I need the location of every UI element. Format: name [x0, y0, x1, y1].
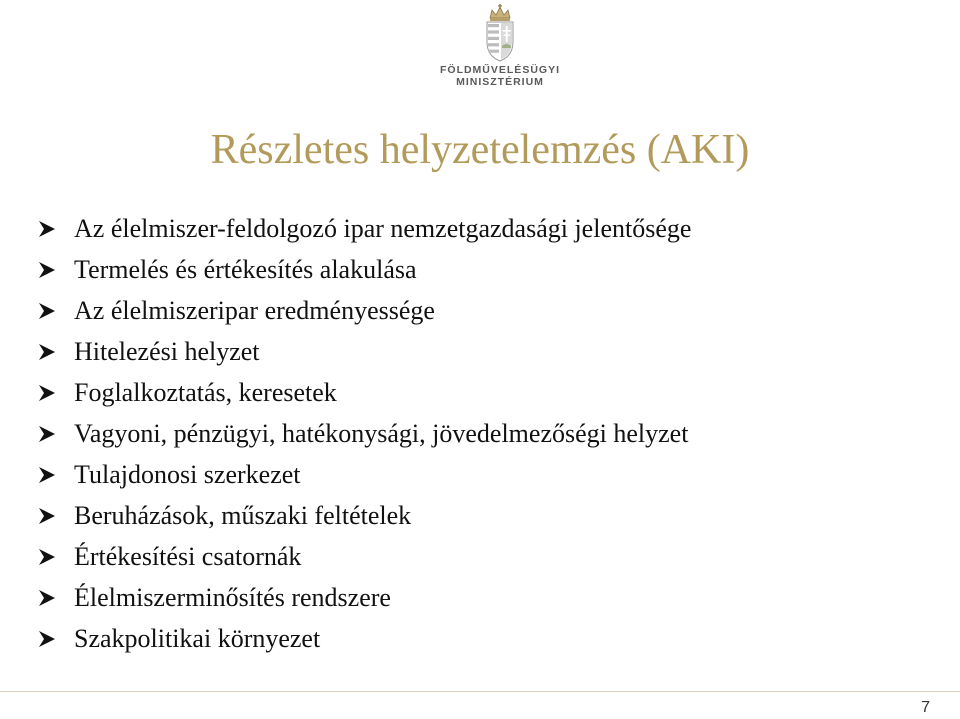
- arrowhead-bullet-icon: [38, 548, 56, 566]
- list-item: [38, 618, 691, 659]
- arrowhead-bullet-icon: [38, 630, 56, 648]
- list-item: [38, 372, 691, 413]
- arrowhead-bullet-icon: [38, 343, 56, 361]
- arrowhead-bullet-icon: [38, 507, 56, 525]
- arrowhead-bullet-icon: [38, 589, 56, 607]
- list-item-text: Élelmiszerminősítés rendszere: [74, 583, 391, 612]
- list-item-text: Értékesítési csatornák: [74, 542, 302, 571]
- list-item-text: Beruházások, műszaki feltételek: [74, 501, 412, 530]
- list-item: [38, 413, 691, 454]
- footer-divider: [0, 691, 960, 692]
- list-item: [38, 249, 691, 290]
- list-item: [38, 536, 691, 577]
- list-item: [38, 454, 691, 495]
- list-item: [38, 331, 691, 372]
- list-item-text: Az élelmiszer-feldolgozó ipar nemzetgazdasági jelentősége: [74, 214, 692, 243]
- list-item-text: Szakpolitikai környezet: [74, 624, 321, 653]
- page-number: 7: [921, 699, 930, 716]
- list-item-text: Vagyoni, pénzügyi, hatékonysági, jövedelmezőségi helyzet: [74, 419, 689, 448]
- arrowhead-bullet-icon: [38, 302, 56, 320]
- topic-list: [38, 208, 691, 659]
- list-item: [38, 290, 691, 331]
- arrowhead-bullet-icon: [38, 261, 56, 279]
- arrowhead-bullet-icon: [38, 466, 56, 484]
- ministry-name-line2: MINISZTÉRIUM: [456, 76, 544, 88]
- list-item-text: Hitelezési helyzet: [74, 337, 260, 366]
- list-item-text: Az élelmiszeripar eredményessége: [74, 296, 435, 325]
- list-item-text: Termelés és értékesítés alakulása: [74, 255, 417, 284]
- arrowhead-bullet-icon: [38, 384, 56, 402]
- arrowhead-bullet-icon: [38, 220, 56, 238]
- list-item: [38, 577, 691, 618]
- ministry-name-line1: FÖLDMŰVELÉSÜGYI: [439, 64, 560, 76]
- list-item-text: Foglalkoztatás, keresetek: [74, 378, 337, 407]
- list-item-text: Tulajdonosi szerkezet: [74, 460, 301, 489]
- arrowhead-bullet-icon: [38, 425, 56, 443]
- coat-of-arms-icon: [480, 4, 520, 62]
- list-item: [38, 208, 691, 249]
- list-item: [38, 495, 691, 536]
- ministry-logo: [430, 4, 570, 96]
- page-title: Részletes helyzetelemzés (AKI): [210, 127, 750, 173]
